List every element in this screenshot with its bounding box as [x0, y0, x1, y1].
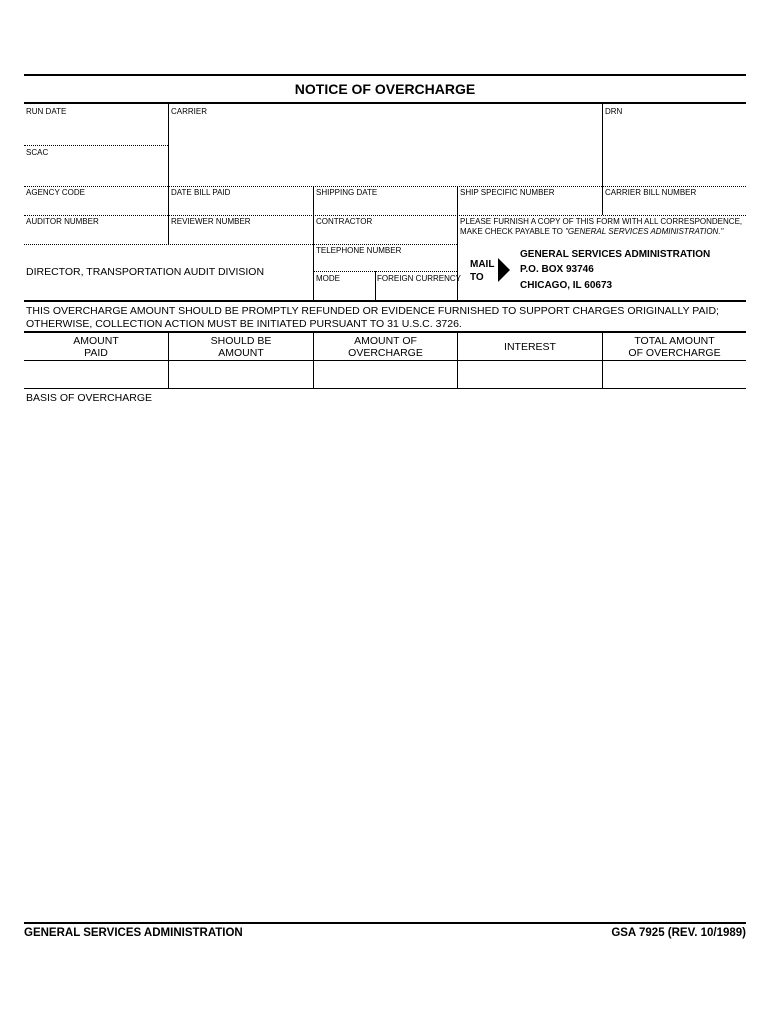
telephone-number-field[interactable] [314, 257, 457, 271]
should-be-amount-field[interactable] [169, 361, 313, 388]
agency-code-field[interactable] [24, 199, 168, 214]
interest-field[interactable] [458, 361, 602, 388]
notice-line2: OTHERWISE, COLLECTION ACTION MUST BE INITIATED PURSUANT TO 31 U.S.C. 3726. [26, 318, 462, 330]
to-label: TO [470, 272, 484, 283]
amount-paid-header: AMOUNT PAID [73, 335, 119, 359]
arrow-right-icon [498, 258, 510, 282]
date-bill-paid-field[interactable] [169, 199, 313, 214]
interest-header: INTEREST [504, 341, 556, 353]
carrier-field[interactable] [169, 118, 601, 184]
divider [313, 244, 457, 245]
mode-field[interactable] [314, 285, 375, 300]
mail-address-line3: CHICAGO, IL 60673 [520, 280, 613, 291]
total-amount-field[interactable] [603, 361, 746, 388]
contractor-field[interactable] [314, 228, 457, 243]
top-rule [24, 74, 746, 76]
contractor-label: CONTRACTOR [316, 217, 373, 226]
mail-address-line2: P.O. BOX 93746 [520, 264, 594, 275]
divider [24, 215, 746, 216]
telephone-number-label: TELEPHONE NUMBER [316, 246, 402, 255]
run-date-field[interactable] [24, 118, 168, 144]
auditor-number-field[interactable] [24, 228, 168, 243]
ship-specific-number-field[interactable] [458, 199, 602, 214]
mode-label: MODE [316, 274, 340, 283]
basis-label: BASIS OF OVERCHARGE [26, 392, 153, 404]
carrier-label: CARRIER [171, 107, 208, 116]
scac-label: SCAC [26, 148, 49, 157]
section-rule [24, 331, 746, 333]
shipping-date-label: SHIPPING DATE [316, 188, 378, 197]
ship-specific-number-label: SHIP SPECIFIC NUMBER [460, 188, 555, 197]
furnish-note-line2: MAKE CHECK PAYABLE TO "GENERAL SERVICES ADMINISTRATION." [460, 227, 724, 236]
amount-of-overcharge-field[interactable] [314, 361, 457, 388]
amount-of-overcharge-header: AMOUNT OF OVERCHARGE [348, 335, 423, 359]
auditor-number-label: AUDITOR NUMBER [26, 217, 99, 226]
mail-address-line1: GENERAL SERVICES ADMINISTRATION [520, 249, 711, 260]
agency-code-label: AGENCY CODE [26, 188, 85, 197]
furnish-note-line1: PLEASE FURNISH A COPY OF THIS FORM WITH ALL CORRESPONDENCE, [460, 217, 743, 226]
footer-agency: GENERAL SERVICES ADMINISTRATION [24, 927, 243, 939]
date-bill-paid-label: DATE BILL PAID [171, 188, 231, 197]
divider [24, 244, 313, 245]
scac-field[interactable] [24, 159, 168, 185]
divider [24, 145, 168, 146]
foreign-currency-label: FOREIGN CURRENCY [377, 274, 462, 283]
reviewer-number-label: REVIEWER NUMBER [171, 217, 251, 226]
carrier-bill-number-label: CARRIER BILL NUMBER [605, 188, 697, 197]
should-be-amount-header: SHOULD BE AMOUNT [210, 335, 272, 359]
mail-label: MAIL [470, 259, 495, 270]
divider [24, 388, 746, 389]
title-bottom-rule [24, 102, 746, 104]
footer-form-number: GSA 7925 (REV. 10/1989) [611, 927, 746, 939]
total-amount-header: TOTAL AMOUNT OF OVERCHARGE [628, 335, 721, 359]
footer-rule [24, 922, 746, 924]
foreign-currency-field[interactable] [376, 285, 457, 300]
divider [457, 215, 458, 301]
director-label: DIRECTOR, TRANSPORTATION AUDIT DIVISION [26, 266, 265, 278]
section-rule [24, 300, 746, 302]
drn-field[interactable] [603, 118, 745, 184]
divider [313, 271, 457, 272]
basis-field[interactable] [24, 408, 746, 920]
drn-label: DRN [605, 107, 623, 116]
run-date-label: RUN DATE [26, 107, 67, 116]
notice-line1: THIS OVERCHARGE AMOUNT SHOULD BE PROMPTLY REFUNDED OR EVIDENCE FURNISHED TO SUPPORT CHARGES ORIGINALLY PAID; [26, 305, 719, 317]
divider [24, 186, 746, 187]
form-title: NOTICE OF OVERCHARGE [294, 81, 476, 97]
reviewer-number-field[interactable] [169, 228, 313, 243]
amount-paid-field[interactable] [24, 361, 168, 388]
carrier-bill-number-field[interactable] [603, 199, 745, 214]
shipping-date-field[interactable] [314, 199, 457, 214]
